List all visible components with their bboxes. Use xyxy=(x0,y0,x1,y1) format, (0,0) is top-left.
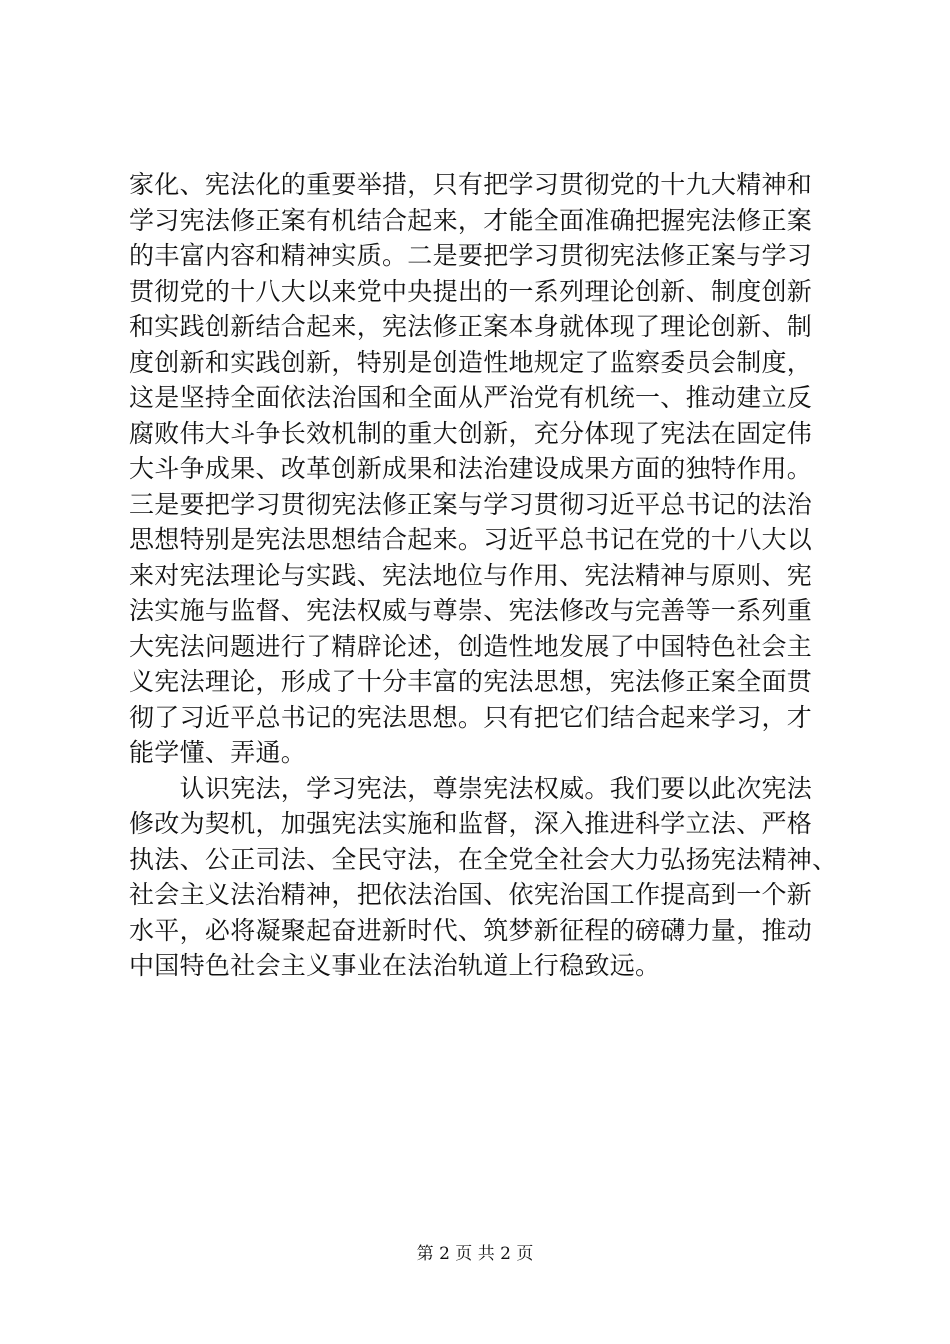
document-body xyxy=(129,167,838,984)
text-line: 大宪法问题进行了精辟论述，创造性地发展了中国特色社会主 xyxy=(129,631,813,661)
text-line: 思想特别是宪法思想结合起来。习近平总书记在党的十八大以 xyxy=(129,525,813,554)
text-line: 腐败伟大斗争长效机制的重大创新，充分体现了宪法在固定伟 xyxy=(129,418,813,448)
text-line: 中国特色社会主义事业在法治轨道上行稳致远。 xyxy=(129,951,661,980)
text-line: 这是坚持全面依法治国和全面从严治党有机统一、推动建立反 xyxy=(129,383,813,412)
text-line: 三是要把学习贯彻宪法修正案与学习贯彻习近平总书记的法治 xyxy=(129,489,813,519)
page-number-label: 第 2 页 共 2 页 xyxy=(416,1244,534,1264)
text-line: 能学懂、弄通。 xyxy=(129,738,307,767)
text-line: 学习宪法修正案有机结合起来，才能全面准确把握宪法修正案 xyxy=(129,205,813,235)
text-line: 法实施与监督、宪法权威与尊崇、宪法修改与完善等一系列重 xyxy=(129,596,813,625)
text-line: 大斗争成果、改革创新成果和法治建设成果方面的独特作用。 xyxy=(129,454,813,483)
text-line: 和实践创新结合起来，宪法修正案本身就体现了理论创新、制 xyxy=(129,312,813,341)
text-line: 修改为契机，加强宪法实施和监督，深入推进科学立法、严格 xyxy=(129,809,813,838)
text-line: 水平，必将凝聚起奋进新时代、筑梦新征程的磅礴力量，推动 xyxy=(129,915,813,945)
page-footer xyxy=(0,1242,950,1266)
text-line: 认识宪法，学习宪法，尊崇宪法权威。我们要以此次宪法 xyxy=(129,773,813,803)
text-line: 家化、宪法化的重要举措，只有把学习贯彻党的十九大精神和 xyxy=(129,170,813,199)
text-line: 贯彻党的十八大以来党中央提出的一系列理论创新、制度创新 xyxy=(129,276,813,306)
text-line: 义宪法理论，形成了十分丰富的宪法思想，宪法修正案全面贯 xyxy=(129,667,813,696)
text-line: 执法、公正司法、全民守法，在全党全社会大力弘扬宪法精神、 xyxy=(129,844,838,874)
text-line: 度创新和实践创新，特别是创造性地规定了监察委员会制度， xyxy=(129,347,813,377)
text-line: 彻了习近平总书记的宪法思想。只有把它们结合起来学习，才 xyxy=(129,702,813,732)
text-line: 的丰富内容和精神实质。二是要把学习贯彻宪法修正案与学习 xyxy=(129,241,813,270)
text-line: 来对宪法理论与实践、宪法地位与作用、宪法精神与原则、宪 xyxy=(129,560,813,590)
text-line: 社会主义法治精神，把依法治国、依宪治国工作提高到一个新 xyxy=(129,880,813,909)
